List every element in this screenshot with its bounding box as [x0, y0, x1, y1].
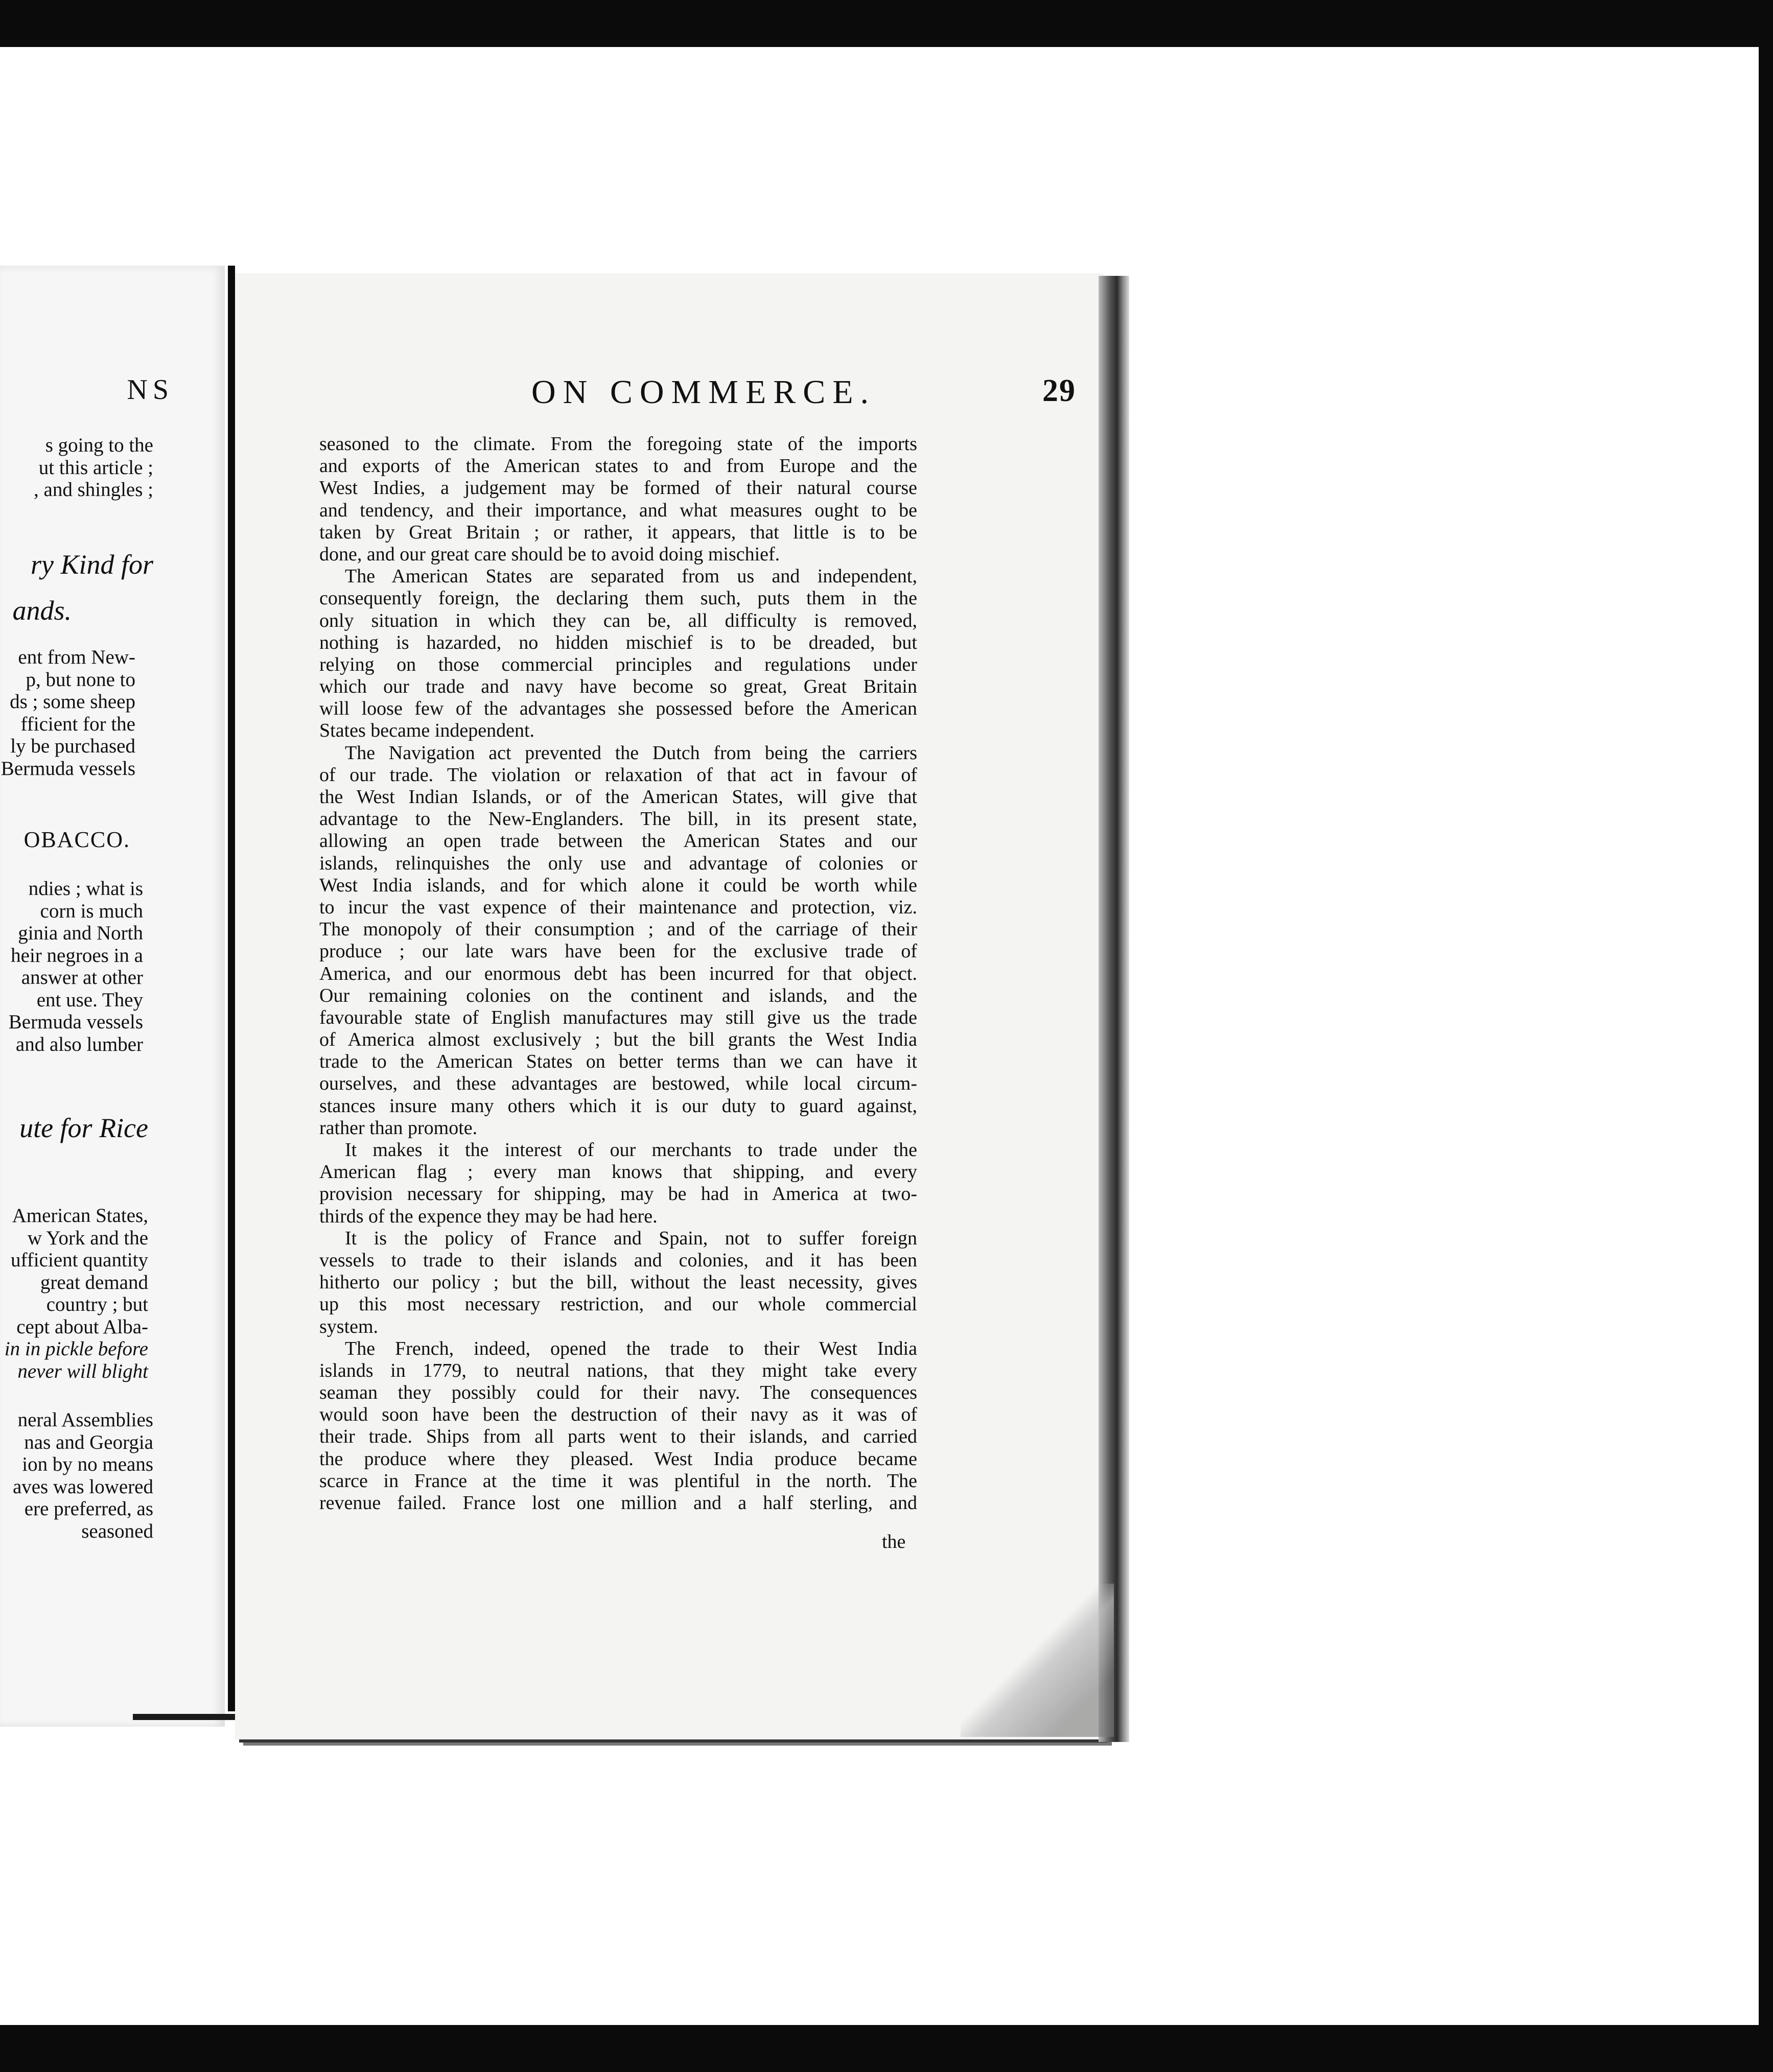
left-line-fragment: ion by no means — [22, 1453, 153, 1475]
text-line: to incur the vast expence of their maintenance and protection, viz. — [319, 896, 917, 918]
text-line: The monopoly of their consumption ; and of the carriage of their — [319, 919, 917, 940]
left-page — [0, 266, 225, 1727]
text-line: islands, relinquishes the only use and advantage of colonies or — [319, 852, 917, 874]
text-line: seaman they possibly could for their navy. The consequences — [319, 1382, 917, 1404]
text-line: taken by Great Britain ; or rather, it appears, that little is to be — [319, 521, 917, 543]
left-line-fragment: American States, — [12, 1205, 148, 1227]
text-line: done, and our great care should be to avoid doing mischief. — [319, 543, 780, 565]
text-line: of America almost exclusively ; but the bill grants the West India — [319, 1029, 917, 1051]
left-line-fragment: w York and the — [27, 1227, 148, 1249]
text-line: vessels to trade to their islands and colonies, and it has been — [319, 1249, 917, 1271]
scanner-frame-top — [0, 0, 1773, 47]
body-text — [319, 433, 917, 1514]
text-line: and exports of the American states to and from Europe and the — [319, 455, 917, 477]
text-line: It makes it the interest of our merchants to trade under the — [345, 1139, 917, 1161]
left-line-fragment: ds ; some sheep — [10, 691, 135, 713]
text-line: islands in 1779, to neutral nations, that they might take every — [319, 1359, 917, 1381]
left-line-fragment: corn is much — [40, 900, 143, 922]
text-line: hitherto our policy ; but the bill, without the least necessity, gives — [319, 1272, 917, 1293]
text-line: will loose few of the advantages she possessed before the American — [319, 698, 917, 720]
scanner-frame-bottom — [0, 2025, 1773, 2072]
running-head — [531, 373, 1119, 414]
left-line-fragment: answer at other — [21, 967, 143, 988]
scanner-frame-right — [1759, 0, 1773, 2072]
text-line: provision necessary for shipping, may be had in America at two- — [319, 1183, 917, 1205]
left-line-fragment: ufficient quantity — [11, 1249, 148, 1271]
left-line-fragment: Bermuda vessels — [8, 1011, 143, 1033]
text-line: favourable state of English manufactures may still give us the trade — [319, 1006, 917, 1028]
catchword: the — [882, 1531, 906, 1552]
left-line-fragment: country ; but — [46, 1293, 148, 1315]
left-line-fragment: ere preferred, as — [24, 1498, 153, 1520]
left-heading-fragment: ute for Rice — [19, 1113, 148, 1143]
text-line: America, and our enormous debt has been incurred for that object. — [319, 962, 917, 984]
left-line-fragment: great demand — [40, 1271, 148, 1293]
left-line-fragment: s going to the — [45, 434, 153, 456]
left-line-fragment: heir negroes in a — [11, 944, 143, 967]
text-line: ourselves, and these advantages are bestowed, while local circum- — [319, 1073, 917, 1095]
left-line-fragment: ly be purchased — [10, 735, 135, 757]
text-line: only situation in which they can be, all difficulty is removed, — [319, 609, 917, 631]
text-line: It is the policy of France and Spain, not to suffer foreign — [345, 1227, 917, 1249]
text-line: The Navigation act prevented the Dutch from being the carriers — [345, 742, 917, 764]
text-line: allowing an open trade between the American States and our — [319, 830, 917, 852]
text-line: seasoned to the climate. From the foregoing state of the imports — [319, 433, 917, 455]
book-gutter — [228, 266, 235, 1711]
text-line: West India islands, and for which alone it could be worth while — [319, 874, 917, 896]
left-line-fragment: fficient for the — [20, 713, 135, 735]
text-line: nothing is hazarded, no hidden mischief is to be dreaded, but — [319, 631, 917, 653]
left-line-fragment: cept about Alba- — [16, 1315, 148, 1338]
text-line: rather than promote. — [319, 1117, 478, 1139]
text-line: and tendency, and their importance, and what measures ought to be — [319, 499, 917, 521]
left-heading-fragment: OBACCO. — [24, 827, 130, 852]
text-line: Our remaining colonies on the continent and islands, and the — [319, 984, 917, 1006]
text-line: would soon have been the destruction of their navy as it was of — [319, 1404, 917, 1426]
left-line-fragment: neral Assemblies — [17, 1409, 153, 1431]
text-line: produce ; our late wars have been for the exclusive trade of — [319, 940, 917, 962]
text-line: of our trade. The violation or relaxation of that act in favour of — [319, 764, 917, 786]
page-corner-fold — [961, 1584, 1114, 1737]
page-edge — [1099, 276, 1129, 1742]
text-line: thirds of the expence they may be had here. — [319, 1205, 658, 1227]
text-line: revenue failed. France lost one million and a half sterling, and — [319, 1492, 917, 1514]
text-line: The French, indeed, opened the trade to their West India — [345, 1337, 917, 1359]
text-line: system. — [319, 1315, 379, 1337]
text-line: which our trade and navy have become so great, Great Britain — [319, 676, 917, 698]
running-title: ON COMMERCE. — [531, 373, 876, 411]
left-line-fragment: , and shingles ; — [34, 479, 153, 501]
left-page-text — [0, 266, 225, 1727]
left-heading-fragment: ands. — [12, 595, 72, 626]
text-line: up this most necessary restriction, and our whole commercial — [319, 1293, 917, 1315]
text-line: States became independent. — [319, 720, 535, 742]
text-line: West Indies, a judgement may be formed of their natural course — [319, 477, 917, 499]
left-line-fragment: ent from New- — [18, 646, 135, 668]
text-line: their trade. Ships from all parts went to their islands, and carried — [319, 1426, 917, 1448]
text-line: American flag ; every man knows that shipping, and every — [319, 1161, 917, 1183]
left-line-fragment: in in pickle before — [4, 1338, 148, 1360]
text-line: consequently foreign, the declaring them such, puts them in the — [319, 587, 917, 609]
left-line-fragment: p, but none to — [26, 668, 135, 691]
left-line-fragment: aves was lowered — [12, 1475, 153, 1498]
text-line: relying on those commercial principles and regulations under — [319, 653, 917, 675]
text-line: trade to the American States on better terms than we can have it — [319, 1051, 917, 1073]
left-line-fragment: ent use. They — [36, 988, 143, 1011]
text-line: scarce in France at the time it was plentiful in the north. The — [319, 1470, 917, 1492]
left-line-fragment: ginia and North — [18, 922, 143, 944]
text-line: the produce where they pleased. West India produce became — [319, 1448, 917, 1470]
text-line: the West Indian Islands, or of the American States, will give that — [319, 786, 917, 808]
left-line-fragment: ut this article ; — [38, 456, 153, 479]
text-line: The American States are separated from us and independent, — [345, 566, 917, 587]
text-line: advantage to the New-Englanders. The bill, in its present state, — [319, 808, 917, 830]
left-line-fragment: never will blight — [17, 1360, 148, 1382]
left-line-fragment: nas and Georgia — [24, 1431, 153, 1453]
left-line-fragment: and also lumber — [15, 1033, 143, 1055]
left-running-head: NS — [127, 374, 174, 406]
left-line-fragment: ndies ; what is — [28, 878, 143, 900]
page-number: 29 — [1042, 373, 1076, 408]
text-line: stances insure many others which it is our duty to guard against, — [319, 1095, 917, 1117]
left-line-fragment: Bermuda vessels — [1, 757, 135, 780]
left-line-fragment: seasoned — [81, 1520, 153, 1542]
left-heading-fragment: ry Kind for — [30, 549, 153, 580]
